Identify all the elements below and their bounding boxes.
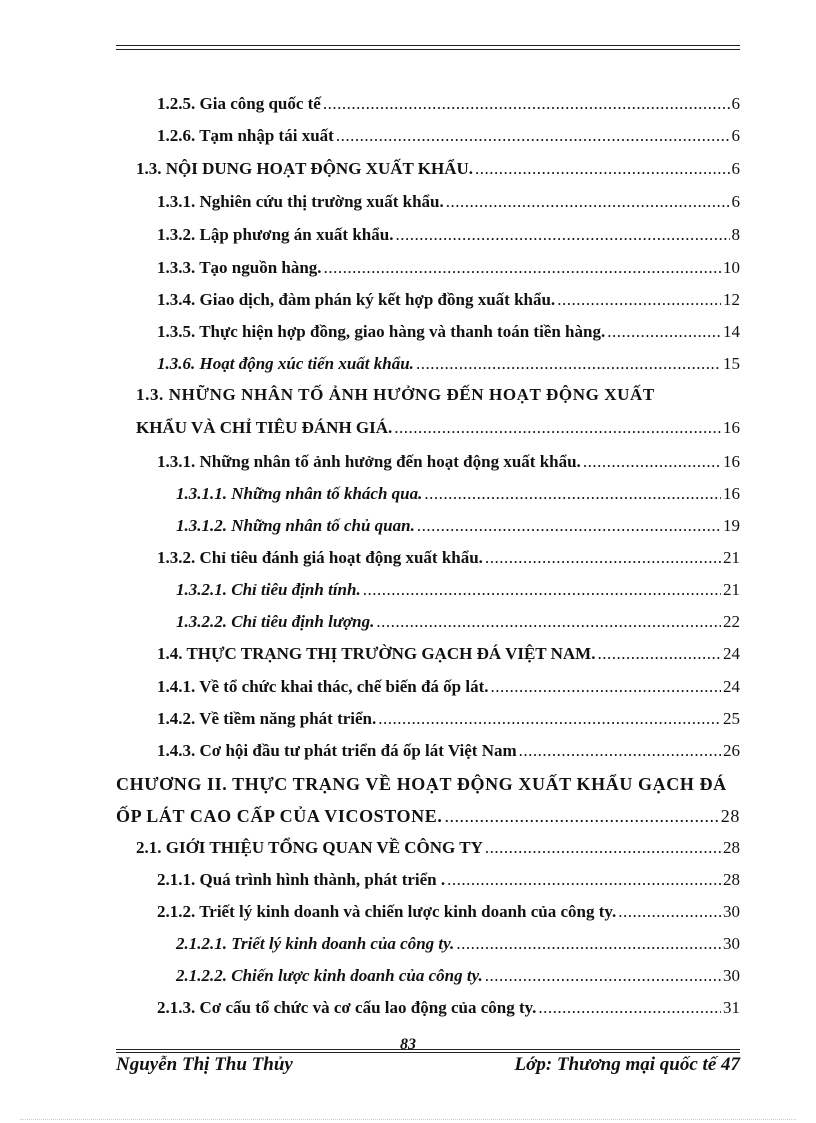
toc-entry-page: 12 — [723, 290, 740, 309]
toc-leader-dots — [324, 258, 721, 278]
toc-entry-title: 2.1.2.2. Chiến lược kinh doanh của công ty. — [176, 966, 483, 985]
toc-entry[interactable] — [157, 126, 740, 158]
toc-entry-page: 10 — [723, 258, 740, 277]
toc-entry-title: 1.2.5. Gia công quốc tế — [157, 94, 321, 113]
toc-chapter-entry[interactable] — [116, 774, 740, 806]
toc-entry[interactable] — [157, 452, 740, 484]
toc-entry-page: 6 — [731, 126, 740, 145]
toc-entry[interactable] — [136, 418, 740, 450]
toc-entry-title: 1.3.4. Giao dịch, đàm phán ký kết hợp đồng xuất khẩu. — [157, 290, 556, 309]
toc-entry-title: CHƯƠNG II. THỰC TRẠNG VỀ HOẠT ĐỘNG XUẤT KHẨU GẠCH ĐÁ — [116, 774, 727, 794]
toc-entry[interactable] — [157, 94, 740, 126]
toc-entry[interactable] — [157, 548, 740, 580]
toc-entry-page: 19 — [723, 516, 740, 535]
toc-entry-page: 14 — [723, 322, 740, 341]
toc-entry-page: 28 — [723, 870, 740, 889]
toc-entry[interactable] — [176, 516, 740, 548]
toc-entry-title: 1.2.6. Tạm nhập tái xuất — [157, 126, 334, 145]
toc-leader-dots — [444, 806, 718, 827]
toc-entry-page: 16 — [723, 484, 740, 503]
toc-entry[interactable] — [157, 741, 740, 773]
toc-leader-dots — [597, 644, 721, 664]
toc-entry[interactable] — [176, 580, 740, 612]
toc-leader-dots — [618, 902, 721, 922]
header-rule — [116, 45, 740, 50]
toc-entry[interactable] — [136, 838, 740, 870]
toc-entry[interactable] — [157, 290, 740, 322]
toc-entry[interactable] — [176, 934, 740, 966]
toc-entry-title: 1.3. NHỮNG NHÂN TỐ ẢNH HƯỞNG ĐẾN HOẠT ĐỘNG XUẤT — [136, 385, 655, 404]
toc-leader-dots — [490, 677, 721, 697]
toc-entry-page: 24 — [723, 644, 740, 663]
footer-rule — [116, 1049, 740, 1053]
toc-leader-dots — [395, 225, 729, 245]
toc-entry-title: 2.1. GIỚI THIỆU TỔNG QUAN VỀ CÔNG TY — [136, 838, 483, 857]
toc-entry[interactable] — [157, 902, 740, 934]
toc-entry-title: 1.3.6. Hoạt động xúc tiến xuất khẩu. — [157, 354, 414, 373]
toc-entry-title: 1.3.1.2. Những nhân tố chủ quan. — [176, 516, 415, 535]
toc-leader-dots — [416, 354, 721, 374]
toc-entry-title: KHẨU VÀ CHỈ TIÊU ĐÁNH GIÁ. — [136, 418, 393, 437]
toc-leader-dots — [424, 484, 721, 504]
toc-leader-dots — [376, 612, 721, 632]
toc-entry-title: 1.4.2. Về tiềm năng phát triển. — [157, 709, 377, 728]
toc-entry-page: 6 — [731, 192, 740, 211]
footer-author: Nguyễn Thị Thu Thủy — [116, 1054, 293, 1075]
toc-entry-title: 1.3.1. Nghiên cứu thị trường xuất khẩu. — [157, 192, 444, 211]
toc-entry-page: 21 — [723, 580, 740, 599]
toc-entry[interactable] — [157, 870, 740, 902]
toc-entry[interactable] — [157, 709, 740, 741]
toc-entry-page: 15 — [723, 354, 740, 373]
toc-leader-dots — [583, 452, 721, 472]
toc-chapter-entry[interactable] — [116, 806, 740, 838]
toc-entry[interactable] — [157, 192, 740, 224]
toc-entry-title: 1.3.3. Tạo nguồn hàng. — [157, 258, 322, 277]
toc-entry-page: 30 — [723, 934, 740, 953]
toc-entry-title: 1.4. THỰC TRẠNG THỊ TRƯỜNG GẠCH ĐÁ VIỆT NAM. — [157, 644, 596, 663]
toc-entry-page: 25 — [723, 709, 740, 728]
toc-leader-dots — [475, 159, 729, 179]
toc-leader-dots — [519, 741, 721, 761]
toc-entry[interactable] — [176, 612, 740, 644]
toc-entry[interactable] — [176, 484, 740, 516]
toc-leader-dots — [336, 126, 730, 146]
toc-entry-page: 30 — [723, 966, 740, 985]
toc-entry-title: ỐP LÁT CAO CẤP CỦA VICOSTONE. — [116, 806, 443, 826]
toc-entry-title: 1.3. NỘI DUNG HOẠT ĐỘNG XUẤT KHẨU. — [136, 159, 474, 178]
toc-entry[interactable] — [157, 998, 740, 1030]
toc-entry-title: 2.1.3. Cơ cấu tổ chức và cơ cấu lao động của công ty. — [157, 998, 537, 1017]
page-edge-divider — [20, 1119, 796, 1120]
toc-entry-page: 16 — [723, 452, 740, 471]
toc-leader-dots — [538, 998, 721, 1018]
toc-entry-title: 1.4.1. Về tổ chức khai thác, chế biến đá ốp lát. — [157, 677, 489, 696]
footer-class: Lớp: Thương mại quốc tế 47 — [514, 1054, 740, 1075]
toc-entry-page: 30 — [723, 902, 740, 921]
toc-entry-title: 1.3.1. Những nhân tố ảnh hưởng đến hoạt động xuất khẩu. — [157, 452, 581, 471]
page-number: 83 — [400, 1036, 416, 1053]
toc-leader-dots — [394, 418, 721, 438]
toc-leader-dots — [446, 192, 730, 212]
toc-leader-dots — [557, 290, 721, 310]
toc-entry-page: 31 — [723, 998, 740, 1017]
toc-entry-page: 28 — [723, 838, 740, 857]
toc-entry[interactable] — [136, 159, 740, 191]
toc-entry-page: 21 — [723, 548, 740, 567]
toc-entry-title: 1.4.3. Cơ hội đầu tư phát triển đá ốp lát Việt Nam — [157, 741, 517, 760]
toc-entry-title: 1.3.2. Chỉ tiêu đánh giá hoạt động xuất khẩu. — [157, 548, 483, 567]
toc-entry-title: 1.3.2. Lập phương án xuất khẩu. — [157, 225, 394, 244]
toc-leader-dots — [378, 709, 721, 729]
toc-entry[interactable] — [136, 385, 740, 417]
toc-entry-page: 6 — [731, 159, 740, 178]
toc-entry[interactable] — [157, 644, 740, 676]
toc-leader-dots — [323, 94, 730, 114]
toc-entry-title: 2.1.1. Quá trình hình thành, phát triển . — [157, 870, 446, 889]
toc-entry-title: 1.3.2.1. Chỉ tiêu định tính. — [176, 580, 361, 599]
toc-entry[interactable] — [157, 322, 740, 354]
toc-leader-dots — [447, 870, 721, 890]
toc-entry[interactable] — [157, 354, 740, 386]
toc-entry-page: 6 — [731, 94, 740, 113]
toc-leader-dots — [607, 322, 721, 342]
toc-entry-title: 2.1.2. Triết lý kinh doanh và chiến lược kinh doanh của công ty. — [157, 902, 617, 921]
toc-entry-title: 1.3.1.1. Những nhân tố khách qua. — [176, 484, 423, 503]
toc-entry[interactable] — [157, 258, 740, 290]
toc-entry[interactable] — [157, 677, 740, 709]
toc-entry-title: 2.1.2.1. Triết lý kinh doanh của công ty. — [176, 934, 455, 953]
toc-leader-dots — [485, 548, 721, 568]
toc-leader-dots — [456, 934, 721, 954]
toc-entry-page: 24 — [723, 677, 740, 696]
page-footer — [116, 1054, 740, 1076]
toc-leader-dots — [485, 966, 721, 986]
toc-entry-title: 1.3.5. Thực hiện hợp đồng, giao hàng và thanh toán tiền hàng. — [157, 322, 606, 341]
toc-leader-dots — [417, 516, 721, 536]
toc-leader-dots — [363, 580, 721, 600]
toc-entry-page: 16 — [723, 418, 740, 437]
toc-entry[interactable] — [157, 225, 740, 257]
toc-entry-page: 22 — [723, 612, 740, 631]
toc-entry-page: 28 — [720, 806, 740, 826]
toc-entry-page: 8 — [731, 225, 740, 244]
toc-entry-page: 26 — [723, 741, 740, 760]
toc-entry[interactable] — [176, 966, 740, 998]
toc-entry-title: 1.3.2.2. Chỉ tiêu định lượng. — [176, 612, 375, 631]
toc-leader-dots — [485, 838, 721, 858]
